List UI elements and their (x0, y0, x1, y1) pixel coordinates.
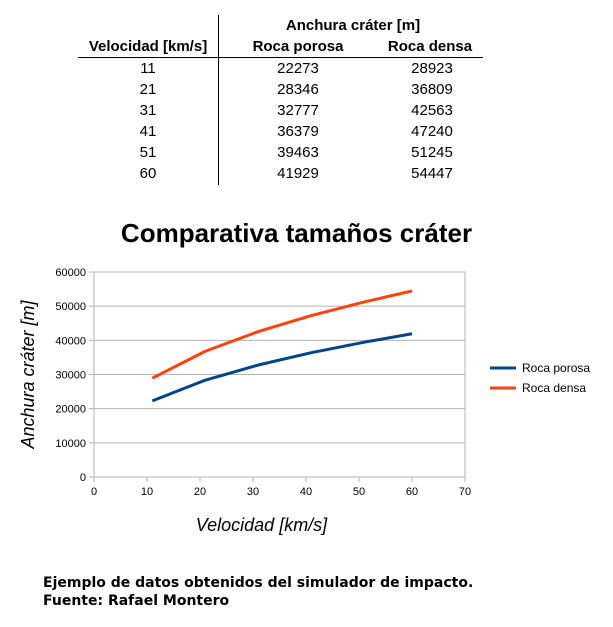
y-tick-label: 30000 (55, 369, 86, 382)
legend-label-roca-densa: Roca densa (522, 381, 587, 395)
cell-roca-porosa: 28346 (277, 81, 319, 98)
cell-velocity: 11 (140, 60, 156, 77)
table-header-divider (78, 57, 483, 58)
table-group-header: Anchura cráter [m] (285, 17, 421, 34)
x-tick-label: 10 (140, 486, 154, 498)
chart-title: Comparativa tamaños cráter (120, 218, 473, 248)
table-velocity-header: Velocidad [km/s] (88, 38, 208, 55)
x-tick-label: 70 (458, 486, 472, 498)
cell-roca-porosa: 41929 (277, 165, 319, 182)
x-tick-label: 50 (352, 486, 366, 498)
cell-velocity: 60 (139, 165, 157, 182)
grid-lines (94, 272, 465, 477)
table-row (0, 81, 613, 102)
table-row (0, 144, 613, 165)
x-tick-label: 30 (246, 486, 260, 498)
y-axis-title: Anchura cráter [m] (18, 300, 38, 449)
cell-roca-densa: 36809 (411, 81, 453, 98)
x-axis-ticks (91, 477, 471, 498)
cell-roca-porosa: 36379 (277, 123, 319, 140)
x-tick-label: 60 (405, 486, 419, 498)
legend (490, 361, 590, 395)
cell-roca-densa: 47240 (411, 123, 453, 140)
table-row (0, 60, 613, 81)
y-tick-label: 10000 (55, 437, 86, 450)
table-row (0, 102, 613, 123)
table-col-densa-header: Roca densa (387, 38, 473, 55)
cell-velocity: 31 (139, 102, 157, 119)
x-tick-label: 40 (299, 486, 313, 498)
legend-label-roca-porosa: Roca porosa (522, 361, 591, 375)
y-tick-label: 50000 (55, 301, 86, 314)
caption-line-1: Ejemplo de datos obtenidos del simulador de impacto. (43, 575, 474, 591)
series-line-roca-porosa (152, 334, 412, 401)
cell-roca-densa: 42563 (411, 102, 453, 119)
cell-roca-densa: 54447 (411, 165, 453, 182)
cell-velocity: 21 (139, 81, 157, 98)
cell-roca-densa: 28923 (411, 60, 453, 77)
x-tick-label: 20 (193, 486, 207, 498)
x-axis-title: Velocidad [km/s] (195, 515, 328, 535)
x-tick-label: 0 (90, 486, 98, 498)
series-lines (152, 291, 412, 401)
cell-velocity: 41 (139, 123, 157, 140)
series-line-roca-densa (152, 291, 412, 378)
table-row (0, 165, 613, 186)
cell-roca-porosa: 32777 (277, 102, 319, 119)
line-chart (0, 255, 613, 545)
y-tick-label: 20000 (55, 403, 86, 416)
y-tick-label: 40000 (55, 335, 86, 348)
y-tick-label: 0 (79, 472, 86, 484)
caption (43, 574, 473, 610)
y-axis-ticks (55, 267, 94, 484)
table-col-porosa-header: Roca porosa (252, 38, 344, 55)
cell-roca-densa: 51245 (411, 144, 453, 161)
table-row (0, 123, 613, 144)
cell-roca-porosa: 22273 (277, 60, 319, 77)
cell-velocity: 51 (139, 144, 157, 161)
caption-line-2: Fuente: Rafael Montero (43, 593, 230, 609)
y-tick-label: 60000 (55, 267, 86, 279)
cell-roca-porosa: 39463 (277, 144, 319, 161)
data-table (0, 0, 613, 200)
